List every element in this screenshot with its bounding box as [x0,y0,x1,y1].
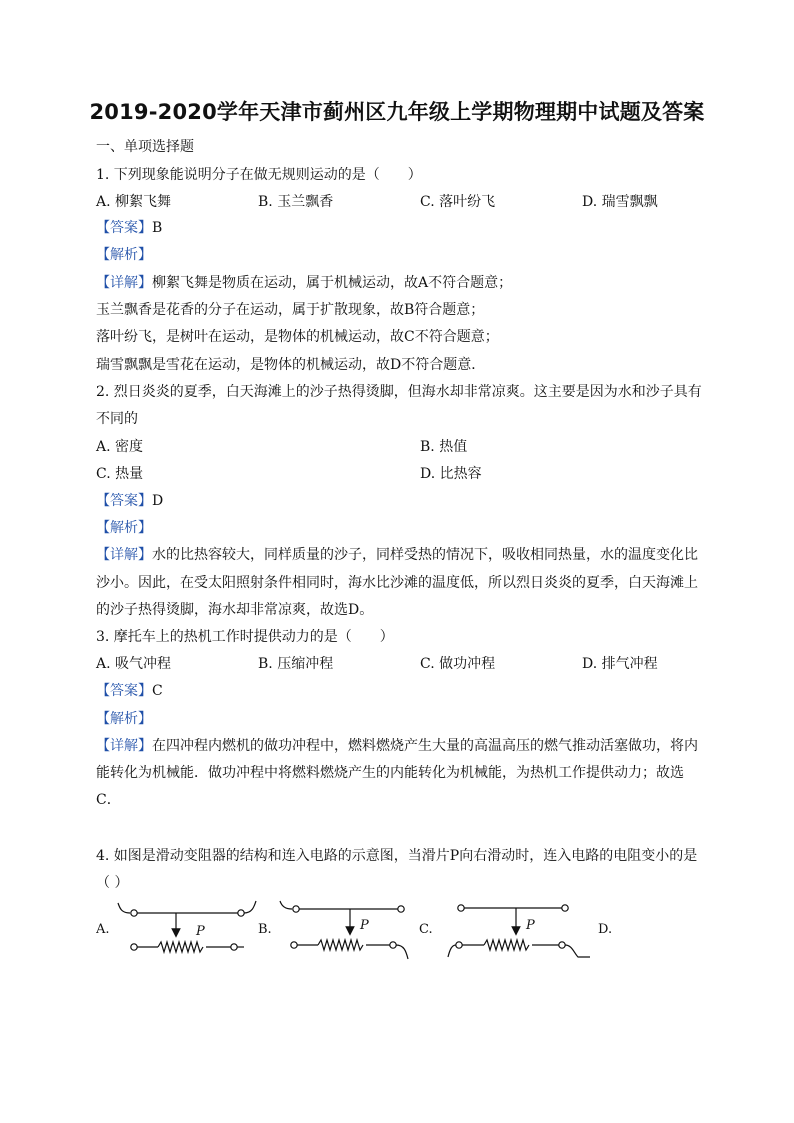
slider-p-label-b: P [360,918,369,933]
q1-option-b: B. 玉兰飘香 [258,194,334,210]
figure-b-label: B. [258,922,272,937]
q2-option-d: D. 比热容 [420,466,482,482]
question-3-stem: 3. 摩托车上的热机工作时提供动力的是（ ） [96,629,394,645]
figure-d-label: D. [598,922,613,937]
q3-analysis-tag [96,709,152,729]
q3-detail-2: 能转化为机械能．做功冲程中将燃料燃烧产生的内能转化为机械能，为热机工作提供动力；故选 [96,765,684,781]
q3-detail-3: C． [96,792,121,808]
detail-text: 在四冲程内燃机的做功冲程中，燃料燃烧产生大量的高温高压的燃气推动活塞做功，将内 [152,738,698,754]
question-1-stem: 1. 下列现象能说明分子在做无规则运动的是（ ） [96,167,422,183]
detail-text: 柳絮飞舞是物质在运动，属于机械运动，故A不符合题意； [152,275,513,291]
q1-detail-1 [96,273,512,293]
figure-c-label: C. [419,922,433,937]
q3-option-c: C. 做功冲程 [420,656,496,672]
answer-tag: 【答案】 [96,493,152,509]
slider-p-label-a: P [196,924,205,939]
answer-value: B [152,220,163,236]
question-2-stem-line-1: 2. 烈日炎炎的夏季，白天海滩上的沙子热得烫脚，但海水却非常凉爽。这主要是因为水和沙子具有 [96,384,702,400]
q2-detail-2: 沙小。因此，在受太阳照射条件相同时，海水比沙滩的温度低，所以烈日炎炎的夏季，白天海滩上 [96,575,698,591]
detail-tag: 【详解】 [96,547,152,563]
q1-detail-3: 落叶纷飞，是树叶在运动，是物体的机械运动，故C不符合题意； [96,329,499,345]
question-4-stem-line-2: （ ） [96,875,129,891]
detail-tag: 【详解】 [96,738,152,754]
answer-value: D [152,493,164,509]
q1-detail-2: 玉兰飘香是花香的分子在运动，属于扩散现象，故B符合题意； [96,302,485,318]
q1-option-c: C. 落叶纷飞 [420,194,496,210]
q1-analysis-tag [96,245,152,265]
analysis-tag: 【解析】 [96,711,152,727]
question-2-stem-line-2: 不同的 [96,411,138,427]
q2-option-c: C. 热量 [96,466,144,482]
answer-value: C [152,683,163,699]
question-4-stem-line-1: 4. 如图是滑动变阻器的结构和连入电路的示意图，当滑片P向右滑动时，连入电路的电阻变小的是 [96,848,698,864]
detail-text: 水的比热容较大，同样质量的沙子，同样受热的情况下，吸收相同热量，水的温度变化比 [152,547,698,563]
q3-option-b: B. 压缩冲程 [258,656,334,672]
q3-detail-1 [96,736,698,756]
q1-detail-4: 瑞雪飘飘是雪花在运动，是物体的机械运动，故D不符合题意． [96,357,486,373]
q3-option-a: A. 吸气冲程 [96,656,172,672]
rheostat-figures [96,895,616,967]
q1-answer [96,218,162,238]
section-heading: 一、单项选择题 [96,139,194,155]
q2-option-a: A. 密度 [96,439,144,455]
rheostat-figure-a [118,901,256,952]
slider-p-label-c: P [526,918,535,933]
page-title: 2019-2020学年天津市蓟州区九年级上学期物理期中试题及答案 [89,100,705,124]
q2-option-b: B. 热值 [420,439,468,455]
analysis-tag: 【解析】 [96,247,152,263]
q3-option-d: D. 排气冲程 [582,656,658,672]
q2-detail-3: 的沙子热得烫脚，海水却非常凉爽，故选D。 [96,602,374,618]
detail-tag: 【详解】 [96,275,152,291]
q2-analysis-tag [96,518,152,538]
q1-option-a: A. 柳絮飞舞 [96,194,172,210]
rheostat-figure-c [448,905,590,957]
q3-answer [96,681,163,701]
analysis-tag: 【解析】 [96,520,152,536]
answer-tag: 【答案】 [96,220,152,236]
figure-a-label: A. [96,922,110,937]
rheostat-figure-b [280,901,408,959]
q1-option-d: D. 瑞雪飘飘 [582,194,658,210]
q2-answer [96,491,163,511]
answer-tag: 【答案】 [96,683,152,699]
q2-detail-1 [96,545,698,565]
